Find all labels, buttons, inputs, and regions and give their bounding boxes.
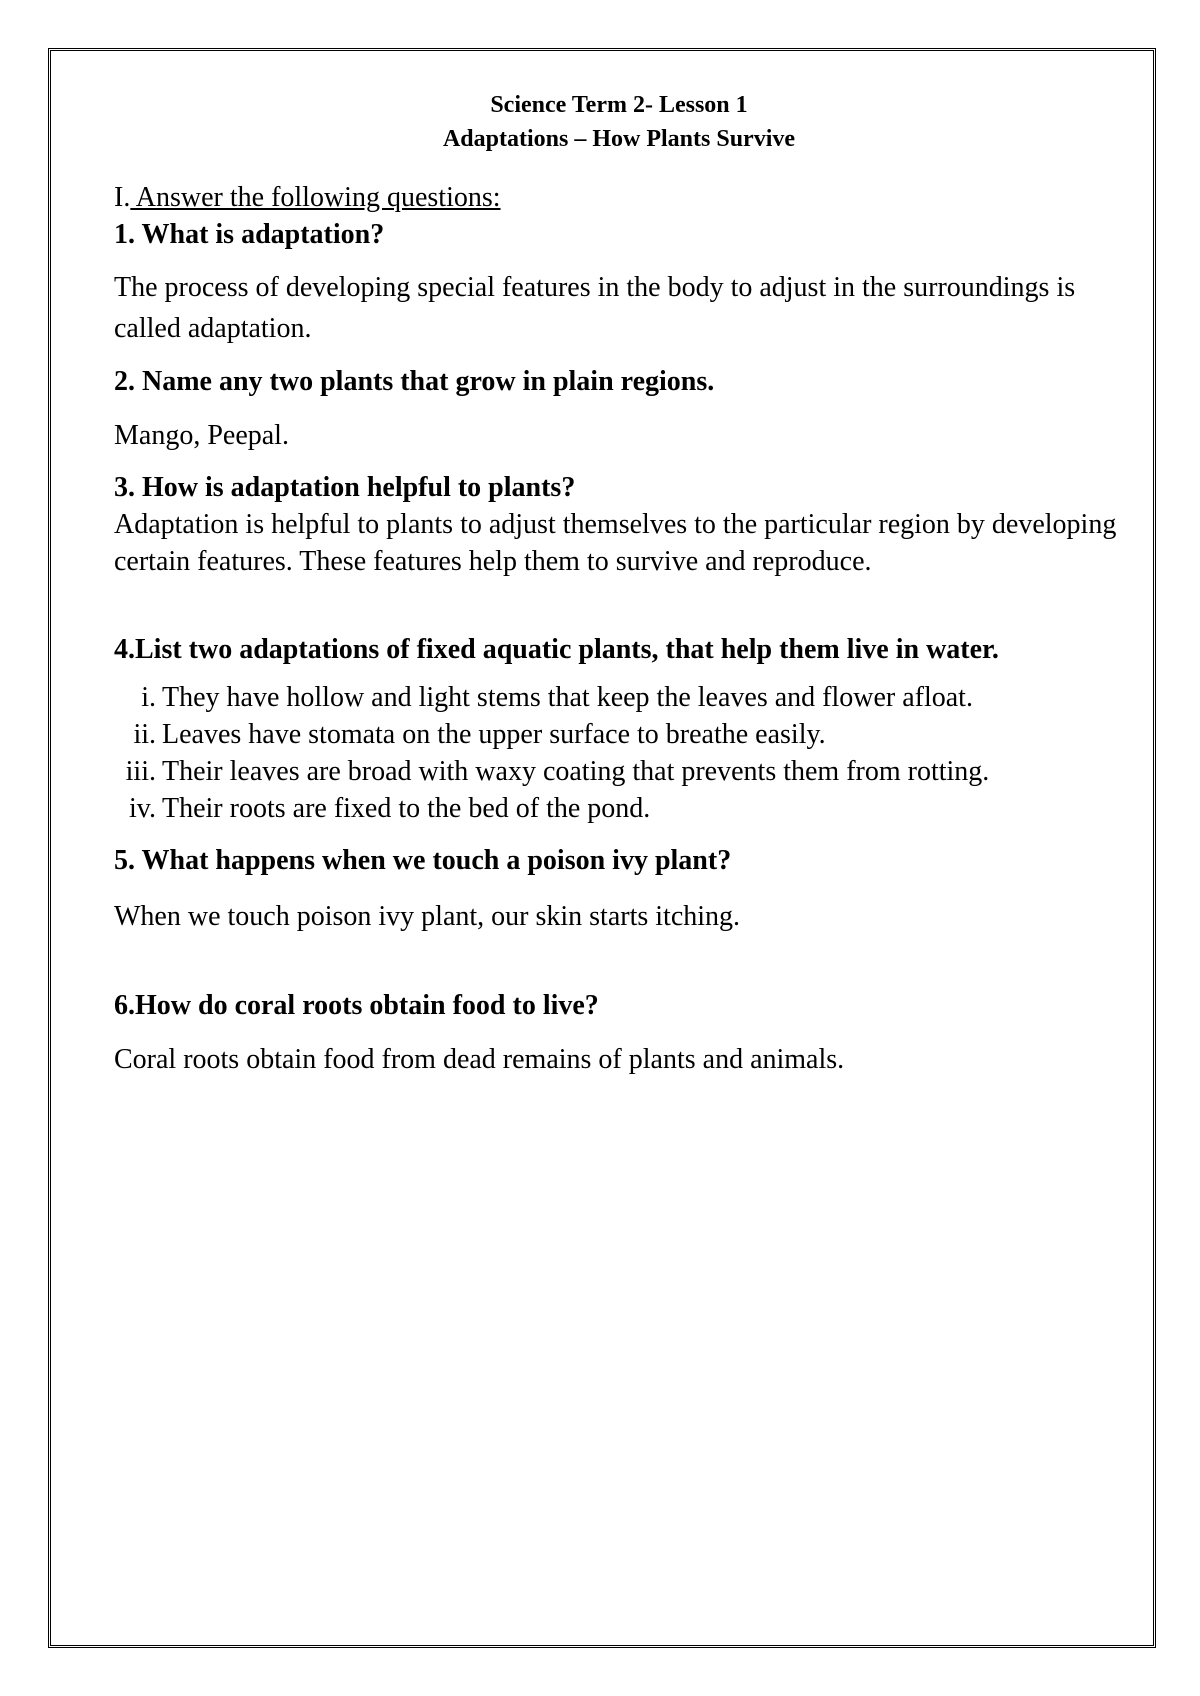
list-item-number: iv. — [129, 793, 156, 824]
list-item-text: Their roots are fixed to the bed of the pond. — [162, 793, 651, 824]
list-item — [114, 716, 1124, 753]
question-4: 4.List two adaptations of fixed aquatic plants, that help them live in water. — [114, 634, 999, 665]
title-line-1: Science Term 2- Lesson 1 — [490, 92, 748, 118]
list-item-text: They have hollow and light stems that keep the leaves and flower afloat. — [162, 682, 973, 713]
list-item-text: Leaves have stomata on the upper surface to breathe easily. — [162, 719, 826, 750]
list-item — [114, 790, 1124, 827]
document-title — [114, 88, 1124, 156]
answer-3: Adaptation is helpful to plants to adjust themselves to the particular region by developing certain features. These features help them to survive and reproduce. — [114, 509, 1117, 577]
document-body — [114, 88, 1124, 1078]
answer-6: Coral roots obtain food from dead remains of plants and animals. — [114, 1044, 845, 1075]
list-item-number: iii. — [125, 756, 156, 787]
question-3: 3. How is adaptation helpful to plants? — [114, 472, 576, 503]
adaptations-list — [114, 679, 1124, 827]
list-item — [114, 753, 1124, 790]
answer-1: The process of developing special features in the body to adjust in the surroundings is called adaptation. — [114, 272, 1076, 344]
question-5: 5. What happens when we touch a poison ivy plant? — [114, 845, 732, 876]
answer-5: When we touch poison ivy plant, our skin starts itching. — [114, 901, 741, 932]
question-1: 1. What is adaptation? — [114, 219, 385, 250]
section-label: Answer the following questions: — [130, 182, 501, 213]
title-line-2: Adaptations – How Plants Survive — [442, 126, 796, 152]
section-prefix: I. — [114, 182, 131, 213]
list-item — [114, 679, 1124, 716]
list-item-number: ii. — [133, 719, 156, 750]
question-6: 6.How do coral roots obtain food to live? — [114, 990, 599, 1021]
question-2: 2. Name any two plants that grow in plain regions. — [114, 366, 715, 397]
list-item-text: Their leaves are broad with waxy coating that prevents them from rotting. — [162, 756, 990, 787]
answer-2: Mango, Peepal. — [114, 420, 289, 451]
list-item-number: i. — [141, 682, 156, 713]
section-heading — [114, 180, 1124, 216]
